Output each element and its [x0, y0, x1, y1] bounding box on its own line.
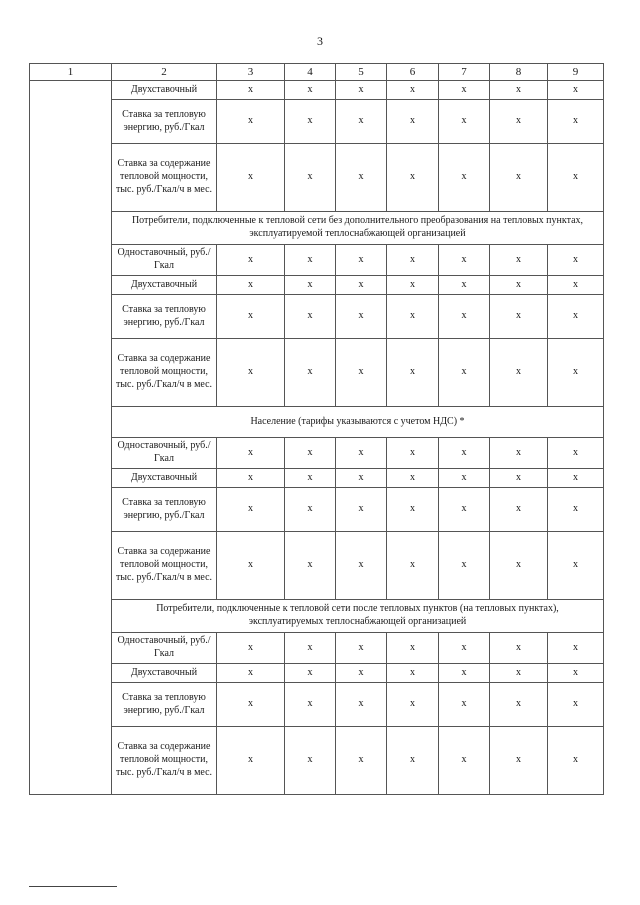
value-cell: х	[387, 276, 439, 295]
value-cell: х	[490, 532, 548, 600]
section-row	[30, 600, 604, 633]
value-cell: х	[336, 245, 387, 276]
value-cell: х	[548, 276, 604, 295]
value-cell: х	[285, 664, 336, 683]
section-title: Потребители, подключенные к тепловой сети после тепловых пунктов (на тепловых пунктах), эксплуатируемых теплоснабжающей организацией	[112, 600, 604, 633]
value-cell: х	[490, 438, 548, 469]
section-row	[30, 212, 604, 245]
value-cell: х	[439, 295, 490, 339]
value-cell: х	[387, 144, 439, 212]
value-cell: х	[217, 81, 285, 100]
table-row	[30, 469, 604, 488]
row-label: Одноставочный, руб./Гкал	[112, 245, 217, 276]
value-cell: х	[336, 633, 387, 664]
value-cell: х	[387, 633, 439, 664]
section-row	[30, 407, 604, 438]
value-cell: х	[548, 295, 604, 339]
row-label: Двухставочный	[112, 664, 217, 683]
value-cell: х	[548, 664, 604, 683]
value-cell: х	[217, 488, 285, 532]
table-row	[30, 100, 604, 144]
table-row	[30, 295, 604, 339]
value-cell: х	[217, 245, 285, 276]
value-cell: х	[285, 469, 336, 488]
value-cell: х	[285, 295, 336, 339]
value-cell: х	[387, 664, 439, 683]
value-cell: х	[548, 339, 604, 407]
table-row	[30, 683, 604, 727]
value-cell: х	[285, 727, 336, 795]
row-label: Одноставочный, руб./Гкал	[112, 438, 217, 469]
value-cell: х	[217, 664, 285, 683]
value-cell: х	[548, 144, 604, 212]
value-cell: х	[490, 100, 548, 144]
table-row	[30, 144, 604, 212]
table-row	[30, 276, 604, 295]
row-label: Ставка за тепловую энергию, руб./Гкал	[112, 295, 217, 339]
value-cell: х	[217, 276, 285, 295]
merged-first-column	[30, 81, 112, 795]
value-cell: х	[439, 488, 490, 532]
value-cell: х	[490, 339, 548, 407]
column-header: 2	[112, 64, 217, 81]
footnote-rule	[29, 886, 117, 887]
column-header: 6	[387, 64, 439, 81]
row-label: Ставка за тепловую энергию, руб./Гкал	[112, 488, 217, 532]
value-cell: х	[548, 245, 604, 276]
column-header: 8	[490, 64, 548, 81]
value-cell: х	[548, 633, 604, 664]
value-cell: х	[285, 144, 336, 212]
value-cell: х	[439, 339, 490, 407]
value-cell: х	[548, 727, 604, 795]
value-cell: х	[490, 245, 548, 276]
value-cell: х	[336, 532, 387, 600]
value-cell: х	[336, 339, 387, 407]
value-cell: х	[439, 727, 490, 795]
value-cell: х	[336, 469, 387, 488]
row-label: Одноставочный, руб./Гкал	[112, 633, 217, 664]
value-cell: х	[548, 488, 604, 532]
value-cell: х	[336, 295, 387, 339]
value-cell: х	[387, 295, 439, 339]
row-label: Ставка за содержание тепловой мощности, тыс. руб./Гкал/ч в мес.	[112, 727, 217, 795]
value-cell: х	[490, 633, 548, 664]
value-cell: х	[285, 488, 336, 532]
value-cell: х	[439, 144, 490, 212]
tariff-table	[29, 63, 604, 795]
value-cell: х	[217, 438, 285, 469]
value-cell: х	[336, 276, 387, 295]
value-cell: х	[387, 532, 439, 600]
value-cell: х	[336, 100, 387, 144]
table-row	[30, 727, 604, 795]
row-label: Ставка за тепловую энергию, руб./Гкал	[112, 100, 217, 144]
table-row	[30, 245, 604, 276]
row-label: Двухставочный	[112, 81, 217, 100]
value-cell: х	[285, 532, 336, 600]
tariff-table-body	[30, 64, 604, 795]
column-header: 5	[336, 64, 387, 81]
value-cell: х	[217, 727, 285, 795]
value-cell: х	[387, 469, 439, 488]
value-cell: х	[439, 683, 490, 727]
value-cell: х	[490, 727, 548, 795]
value-cell: х	[285, 245, 336, 276]
value-cell: х	[387, 727, 439, 795]
value-cell: х	[285, 339, 336, 407]
value-cell: х	[439, 276, 490, 295]
section-title: Потребители, подключенные к тепловой сети без дополнительного преобразования на тепловых пунктах, эксплуатируемой теплоснабжающей организацией	[112, 212, 604, 245]
value-cell: х	[490, 276, 548, 295]
value-cell: х	[387, 81, 439, 100]
table-row	[30, 532, 604, 600]
value-cell: х	[387, 683, 439, 727]
table-row	[30, 488, 604, 532]
value-cell: х	[490, 488, 548, 532]
value-cell: х	[217, 633, 285, 664]
value-cell: х	[217, 532, 285, 600]
value-cell: х	[490, 469, 548, 488]
value-cell: х	[336, 727, 387, 795]
value-cell: х	[439, 100, 490, 144]
row-label: Ставка за содержание тепловой мощности, тыс. руб./Гкал/ч в мес.	[112, 144, 217, 212]
value-cell: х	[490, 295, 548, 339]
value-cell: х	[336, 144, 387, 212]
value-cell: х	[548, 469, 604, 488]
value-cell: х	[285, 633, 336, 664]
value-cell: х	[336, 81, 387, 100]
value-cell: х	[285, 438, 336, 469]
section-title: Население (тарифы указываются с учетом НДС) *	[112, 407, 604, 438]
value-cell: х	[387, 438, 439, 469]
value-cell: х	[387, 245, 439, 276]
value-cell: х	[548, 532, 604, 600]
value-cell: х	[490, 683, 548, 727]
value-cell: х	[336, 438, 387, 469]
value-cell: х	[285, 100, 336, 144]
column-header: 1	[30, 64, 112, 81]
value-cell: х	[548, 438, 604, 469]
value-cell: х	[490, 664, 548, 683]
value-cell: х	[439, 469, 490, 488]
value-cell: х	[387, 100, 439, 144]
value-cell: х	[439, 633, 490, 664]
value-cell: х	[285, 81, 336, 100]
table-row	[30, 339, 604, 407]
row-label: Ставка за содержание тепловой мощности, тыс. руб./Гкал/ч в мес.	[112, 532, 217, 600]
value-cell: х	[217, 295, 285, 339]
row-label: Двухставочный	[112, 469, 217, 488]
value-cell: х	[217, 469, 285, 488]
table-row	[30, 438, 604, 469]
value-cell: х	[285, 276, 336, 295]
table-row	[30, 81, 604, 100]
column-header: 9	[548, 64, 604, 81]
value-cell: х	[217, 144, 285, 212]
value-cell: х	[387, 339, 439, 407]
value-cell: х	[336, 664, 387, 683]
row-label: Ставка за тепловую энергию, руб./Гкал	[112, 683, 217, 727]
value-cell: х	[548, 81, 604, 100]
column-header: 7	[439, 64, 490, 81]
value-cell: х	[548, 100, 604, 144]
value-cell: х	[285, 683, 336, 727]
value-cell: х	[336, 683, 387, 727]
value-cell: х	[217, 339, 285, 407]
value-cell: х	[217, 100, 285, 144]
page-number: 3	[317, 34, 323, 48]
header-row	[30, 64, 604, 81]
column-header: 3	[217, 64, 285, 81]
value-cell: х	[548, 683, 604, 727]
value-cell: х	[490, 81, 548, 100]
value-cell: х	[336, 488, 387, 532]
value-cell: х	[439, 664, 490, 683]
row-label: Двухставочный	[112, 276, 217, 295]
value-cell: х	[387, 488, 439, 532]
column-header: 4	[285, 64, 336, 81]
row-label: Ставка за содержание тепловой мощности, тыс. руб./Гкал/ч в мес.	[112, 339, 217, 407]
value-cell: х	[439, 532, 490, 600]
value-cell: х	[439, 81, 490, 100]
value-cell: х	[439, 438, 490, 469]
value-cell: х	[439, 245, 490, 276]
table-row	[30, 664, 604, 683]
table-row	[30, 633, 604, 664]
value-cell: х	[217, 683, 285, 727]
value-cell: х	[490, 144, 548, 212]
